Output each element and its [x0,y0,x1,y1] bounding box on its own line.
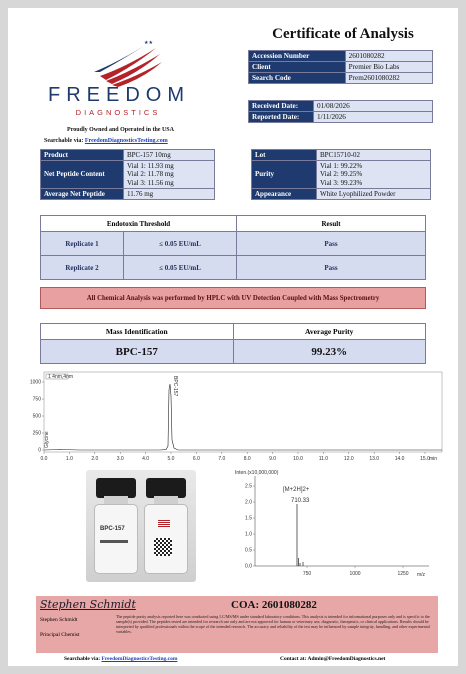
table-row [41,232,426,256]
hplc-x-tick-label: 1.0 [65,456,73,462]
hplc-x-tick-label: 8.0 [243,456,251,462]
hplc-x-tick-label: 12.0 [343,456,354,462]
hplc-x-tick-label: 4.0 [142,456,150,462]
ms-peaks [297,504,303,566]
replicate-name: Replicate 1 [41,232,124,256]
info-key: Client [249,62,346,73]
hplc-x-tick-label: 13.0 [369,456,380,462]
hplc-y-tick-label: 0 [38,447,41,454]
purity-vial-3: Vial 3: 99.23% [320,178,363,187]
date-value: 1/11/2026 [314,112,433,123]
avg-key: Average Net Peptide [41,189,124,200]
signature: Stephen Schmidt [40,598,136,611]
hplc-x-tick-label: 5.0 [167,456,175,462]
chemist-role: Principal Chemist [40,632,80,638]
appearance-key: Appearance [252,189,317,200]
hplc-x-tick-label: 2.0 [91,456,99,462]
purity-values [317,161,431,189]
hplc-x-tick-label: 7.0 [218,456,226,462]
hplc-y-tick-label: 1000 [29,379,41,386]
hplc-side-label: Glycine [44,431,50,448]
hplc-peak-label: BPC-157 [172,376,178,397]
replicate-name: Replicate 2 [41,256,124,280]
ms-y-title: Inten.(x10,000,000) [235,470,279,476]
result-header: Result [237,216,426,232]
mass-id-header: Mass Identification [41,324,234,340]
lot-key: Lot [252,150,317,161]
mass-table [40,323,426,364]
mass-id-value: BPC-157 [41,340,234,364]
avg-purity-header: Average Purity [233,324,426,340]
vials-photo [86,470,196,582]
replicate-threshold: ≤ 0.05 EU/mL [124,256,237,280]
lot-table [251,149,431,200]
footer-contact: Contact at: Admin@FreedomDiagnostics.net [280,656,386,662]
hplc-x-tick-label: 0.0 [40,456,48,462]
hplc-x-tick-label: 15.0 [420,456,430,462]
qr-code-icon [154,538,172,556]
date-row [249,112,433,123]
hplc-y-tick-label: 250 [32,430,41,437]
disclaimer: The peptide purity analysis reported here was conducted using LC/MS/MS under standard laboratory conditions. This analysis is intended for informational purposes only and is specific to the sample(s) provided. The peptides tested are intended for research use only and are not approved for human or veterinary use, diagnostic, therapeutic, or clinical applications. Results should be interpreted by qualified professionals within the scope of the intended research. The accuracy and reliability of the test may be influenced by sample integrity, handling, and other experimental variables. [116,614,430,634]
coa-number: COA: 2601080282 [231,599,317,611]
ms-y-tick-label: 1.5 [245,515,252,522]
ms-x-tick-label: 1250 [397,571,409,577]
brand-name: FREEDOM [48,84,190,106]
footer-search-label: Searchable via: [64,656,101,662]
date-key: Received Date: [249,101,314,112]
replicate-threshold: ≤ 0.05 EU/mL [124,232,237,256]
footer-search-link[interactable]: FreedomDiagnosticsTesting.com [101,656,178,662]
flag-icon [158,520,170,527]
content-vial-3: Vial 3: 11.56 mg [127,178,174,187]
date-value: 01/08/2026 [314,101,433,112]
ms-y-tick-label: 2.5 [245,483,252,490]
accession-table [248,50,433,84]
purity-key: Purity [252,161,317,189]
searchable-link[interactable]: FreedomDiagnosticsTesting.com [84,138,168,144]
endotoxin-table [40,215,426,280]
date-key: Reported Date: [249,112,314,123]
ms-x-tick-label: 1000 [349,571,361,577]
ms-y-tick-label: 1.0 [245,531,252,538]
hplc-x-tick-label: 9.0 [269,456,277,462]
content-vial-1: Vial 1: 11.93 mg [127,161,174,170]
hplc-y-tick-label: 500 [32,413,41,420]
logo [48,38,188,118]
ms-x-unit: m/z [417,572,426,578]
info-value: Premier Bio Labs [345,62,432,73]
vial-1 [94,478,138,576]
ms-y-tick-label: 2.0 [245,499,252,506]
info-value: 2601080282 [345,51,432,62]
analysis-banner [40,287,426,309]
vial-2 [144,478,188,576]
footer-search [64,656,177,662]
searchable-label: Searchable via: [44,138,84,144]
ms-y-tick-label: 0.5 [245,547,252,554]
product-table [40,149,215,200]
brand-sub: DIAGNOSTICS [75,108,161,117]
ms-x-tick-label: 750 [302,571,312,577]
ms-y-tick-label: 0.0 [245,563,252,570]
vial-label: BPC-157 [100,526,125,532]
product-value: BPC-157 10mg [124,150,215,161]
certificate-page [8,8,458,666]
hplc-legend: 1 4nm,4nm [48,374,74,380]
avg-purity-value: 99.23% [233,340,426,364]
purity-vial-1: Vial 1: 99.22% [320,161,363,170]
replicate-result: Pass [237,256,426,280]
ms-ion-label: [M+2H]2+ [283,487,310,493]
endotoxin-header: Endotoxin Threshold [41,216,237,232]
footer-panel [36,596,438,653]
info-row [249,51,433,62]
svg-text:★★: ★★ [144,41,153,46]
lot-value: BPC15710-02 [317,150,431,161]
content-key: Net Peptide Content [41,161,124,189]
hplc-x-tick-label: 6.0 [192,456,200,462]
ms-spectrum [233,468,433,580]
date-row [249,101,433,112]
banner-text: All Chemical Analysis was performed by HPLC with UV Detection Coupled with Mass Spectrometry [86,294,380,302]
appearance-value: White Lyophilized Powder [317,189,431,200]
hplc-y-tick-label: 750 [32,396,41,403]
content-values [124,161,215,189]
tagline: Proudly Owned and Operated in the USA [67,127,174,133]
table-row [41,256,426,280]
hplc-x-unit: min [429,456,438,462]
info-key: Accession Number [249,51,346,62]
dates-table [248,100,433,123]
hplc-x-tick-label: 3.0 [116,456,124,462]
searchable-line [44,138,168,144]
avg-value: 11.76 mg [124,189,215,200]
product-key: Product [41,150,124,161]
chemist-name: Stephen Schmidt [40,617,78,623]
hplc-x-tick-label: 14.0 [394,456,405,462]
ms-peak-label: 710.33 [291,498,310,504]
info-row [249,62,433,73]
purity-vial-2: Vial 2: 99.25% [320,170,363,179]
replicate-result: Pass [237,232,426,256]
page-title: Certificate of Analysis [272,26,414,42]
info-value: Prem2601080282 [345,73,432,84]
info-key: Search Code [249,73,346,84]
content-vial-2: Vial 2: 11.78 mg [127,170,174,179]
hplc-x-tick-label: 11.0 [318,456,329,462]
hplc-x-tick-label: 10.0 [293,456,303,462]
flag-swoosh-icon [48,38,188,88]
hplc-chromatogram [20,370,448,462]
info-row [249,73,433,84]
